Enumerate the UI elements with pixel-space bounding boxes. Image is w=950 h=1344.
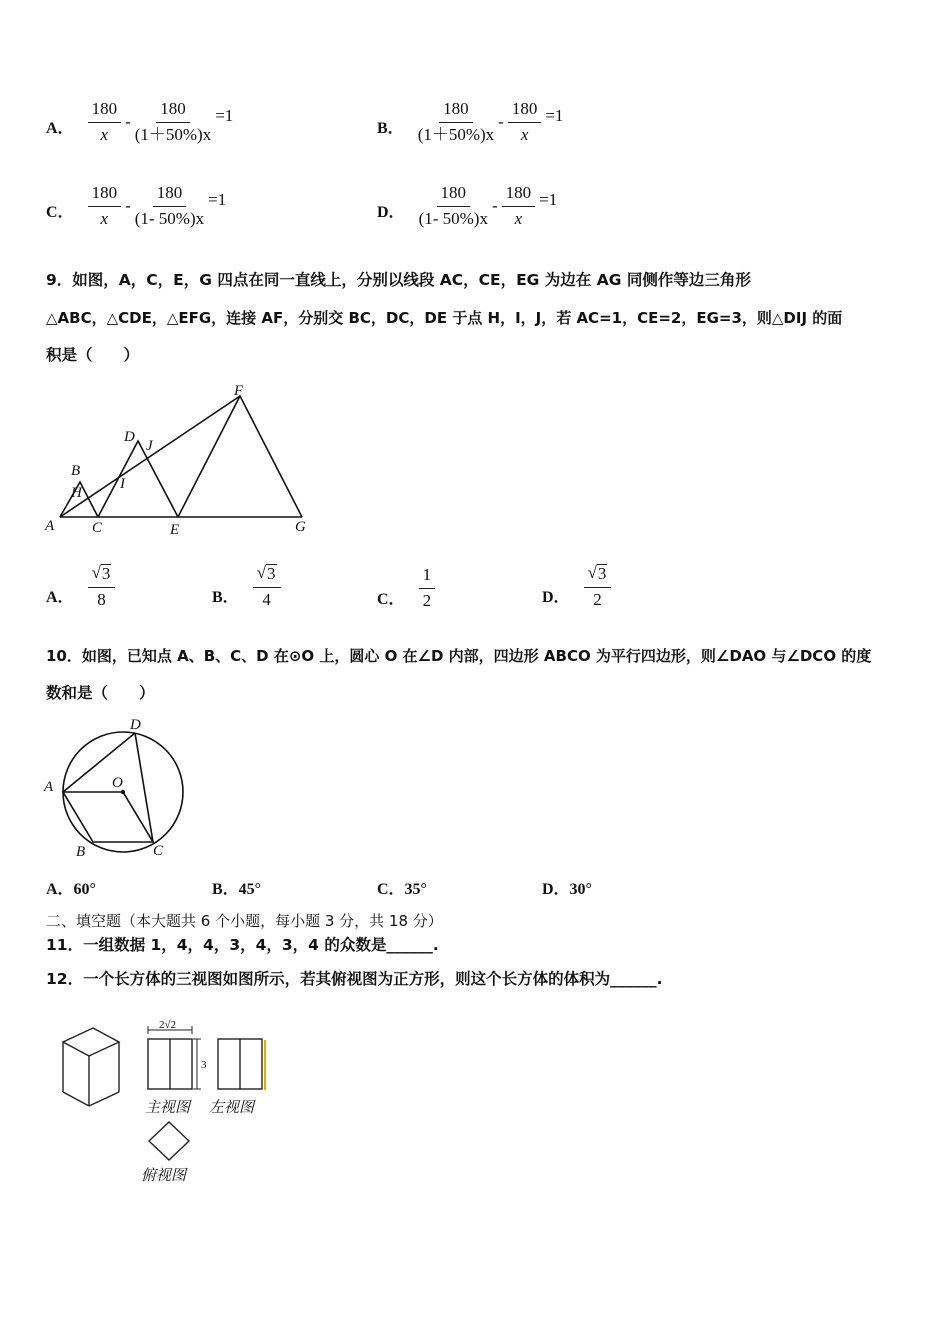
front-view-label: 主视图: [145, 1100, 191, 1116]
label-f: F: [234, 383, 244, 399]
q9-option-d[interactable]: [542, 564, 611, 609]
fraction: $\frac{180}{x}$: [88, 184, 122, 228]
cuboid-drawing: [63, 1028, 119, 1106]
q9-stem-line-1: 9．如图，A，C，E，G 四点在同一直线上，分别以线段 AC，CE，EG 为边在 AG 同侧作等边三角形: [46, 271, 751, 289]
fraction: $\frac{1}{2}$: [419, 566, 436, 610]
q12-stem: 12．一个长方体的三视图如图所示，若其俯视图为正方形，则这个长方体的体积为______.: [46, 970, 663, 988]
segment-ad: [63, 733, 135, 792]
fraction: √ 3 4: [253, 564, 281, 609]
fraction: $\frac{180}{x}$: [502, 184, 536, 228]
top-view-label: 俯视图: [141, 1168, 187, 1184]
label-d: D: [130, 717, 141, 733]
dim-width: 2√2: [159, 1019, 177, 1031]
q10-stem-line-2: 数和是（ ）: [46, 684, 155, 702]
q10-option-d[interactable]: D．30°: [542, 881, 592, 898]
option-label: A．: [46, 589, 74, 607]
segment-af: [60, 396, 240, 517]
label-o: O: [112, 775, 123, 791]
q9-stem-line-3: 积是（ ）: [46, 346, 140, 364]
fraction: $\frac{180}{(1+50\%)x}$: [134, 99, 212, 144]
triangle-efg: [178, 396, 302, 517]
option-label: A．: [46, 119, 74, 137]
top-view: [149, 1122, 189, 1160]
q9-stem-line-2: △ABC，△CDE，△EFG，连接 AF，分别交 BC，DC，DE 于点 H，I，J，若 AC=1，CE=2，EG=3，则△DIJ 的面: [46, 309, 843, 327]
label-a: A: [45, 518, 55, 534]
q10-option-a[interactable]: A．60°: [46, 881, 96, 898]
fraction: $\frac{180}{(1+50\%)x}$: [417, 99, 495, 144]
label-h: H: [71, 485, 82, 501]
fraction: $\frac{180}{(1- 50\%)x}$: [134, 183, 205, 228]
option-label: D．: [542, 589, 570, 607]
option-label: B．: [212, 589, 239, 607]
q10-figure: [40, 712, 200, 862]
q11-stem: 11．一组数据 1，4，4，3，4，3，4 的众数是______.: [46, 936, 439, 954]
q12-figure: [55, 1010, 285, 1195]
dim-height: 3: [201, 1059, 207, 1071]
option-label: B．: [377, 119, 404, 137]
option-label: C．: [377, 590, 405, 608]
label-b: B: [71, 463, 81, 479]
section-2-heading: 二、填空题（本大题共 6 个小题，每小题 3 分，共 18 分）: [46, 912, 443, 930]
fraction: √ 3 8: [88, 564, 116, 609]
label-c: C: [92, 520, 103, 536]
q8-option-a[interactable]: A． $\frac{180}{x}$ - $\frac{180}{(1+50\%)x}$ =1: [46, 99, 234, 144]
q9-option-a[interactable]: [46, 564, 115, 609]
front-view: [148, 1026, 201, 1089]
label-a: A: [44, 779, 54, 795]
fraction: $\frac{180}{x}$: [88, 100, 122, 144]
q9-figure: [40, 378, 320, 543]
label-g: G: [295, 519, 306, 535]
fraction: $\frac{180}{(1- 50\%)x}$: [418, 183, 488, 228]
triangle-cde: [98, 441, 178, 517]
fraction: $\frac{180}{x}$: [508, 100, 542, 144]
option-label: D．: [377, 203, 405, 221]
q9-option-c[interactable]: [377, 566, 435, 610]
label-e: E: [170, 522, 180, 538]
label-c: C: [153, 843, 164, 859]
q8-option-d[interactable]: D． $\frac{180}{(1- 50\%)x}$ - $\frac{180}{x}$ =1: [377, 183, 558, 228]
parallelogram-abco: [63, 792, 153, 842]
left-view: [218, 1039, 262, 1089]
fraction: √ 3 2: [584, 564, 612, 609]
label-j: J: [146, 438, 153, 454]
q10-option-b[interactable]: B．45°: [212, 881, 262, 898]
label-d: D: [124, 429, 135, 445]
q8-option-b[interactable]: B． $\frac{180}{(1+50\%)x}$ - $\frac{180}{x}$ =1: [377, 99, 564, 144]
q9-option-b[interactable]: [212, 564, 281, 609]
left-view-label: 左视图: [209, 1100, 255, 1116]
label-b: B: [76, 844, 86, 860]
label-i: I: [120, 476, 125, 492]
q10-stem-line-1: 10．如图，已知点 A、B、C、D 在⊙O 上，圆心 O 在∠D 内部，四边形 ABCO 为平行四边形，则∠DAO 与∠DCO 的度: [46, 647, 872, 665]
option-label: C．: [46, 203, 74, 221]
q10-option-c[interactable]: C．35°: [377, 881, 427, 898]
q8-option-c[interactable]: C． $\frac{180}{x}$ - $\frac{180}{(1- 50\%)x}$ =1: [46, 183, 227, 228]
